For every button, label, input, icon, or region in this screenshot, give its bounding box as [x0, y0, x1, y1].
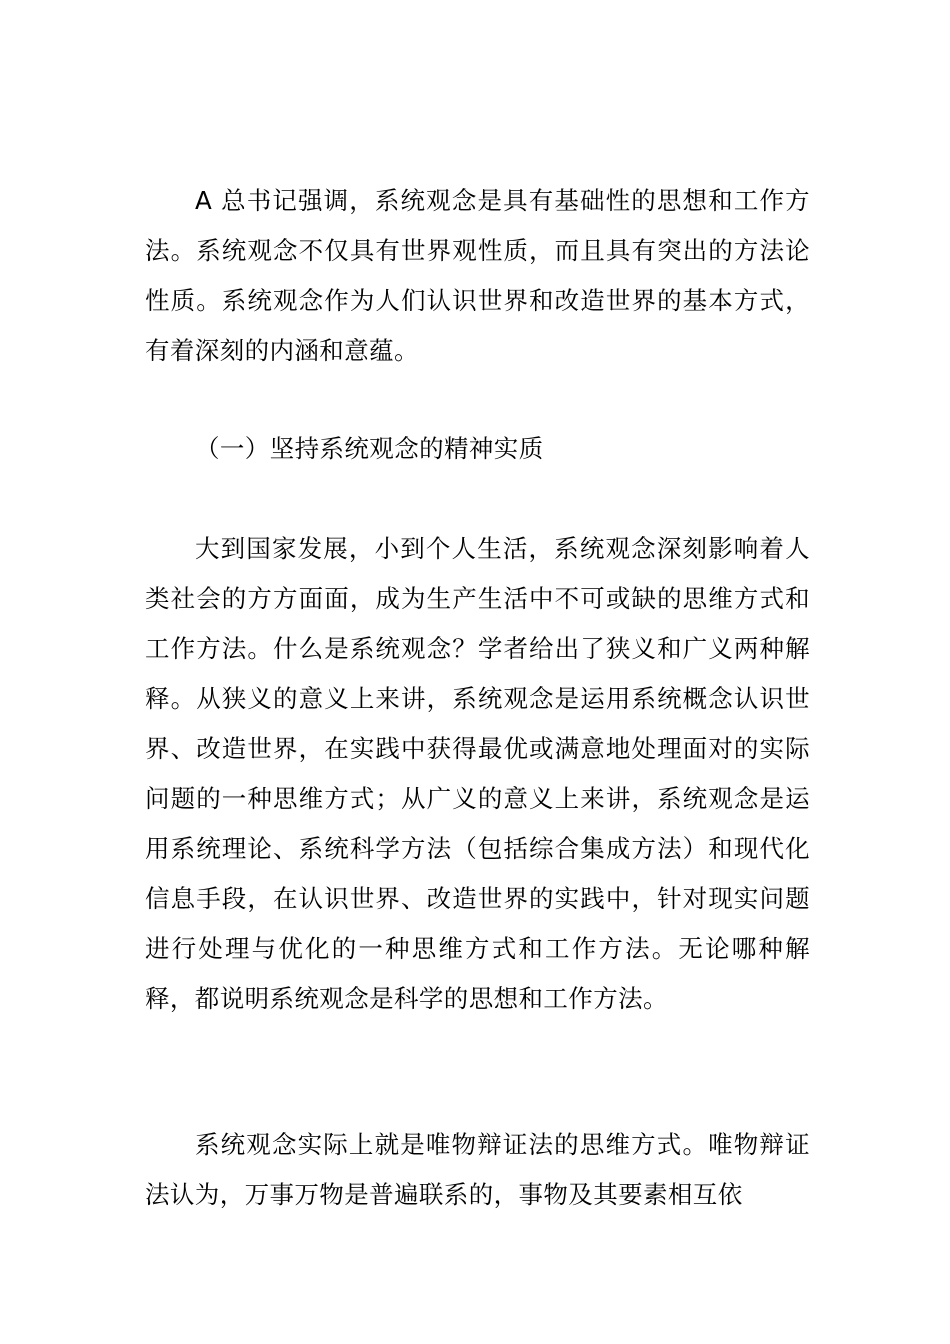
section-heading-block [145, 424, 810, 474]
intro-paragraph-block [145, 176, 810, 376]
definition-paragraph-block [145, 524, 810, 1024]
section-heading: （一）坚持系统观念的精神实质 [195, 434, 544, 463]
definition-paragraph: 大到国家发展，小到个人生活，系统观念深刻影响着人类社会的方方面面，成为生产生活中不可或缺的思维方式和工作方法。什么是系统观念？学者给出了狭义和广义两种解释。从狭义的意义上来讲，系统观念是运用系统概念认识世界、改造世界，在实践中获得最优或满意地处理面对的实际问题的一种思维方式；从广义的意义上来讲，系统观念是运用系统理论、系统科学方法（包括综合集成方法）和现代化信息手段，在认识世界、改造世界的实践中，针对现实问题进行处理与优化的一种思维方式和工作方法。无论哪种解释，都说明系统观念是科学的思想和工作方法。 [145, 534, 810, 1013]
dialectics-paragraph-block [145, 1120, 810, 1220]
intro-paragraph: A 总书记强调，系统观念是具有基础性的思想和工作方法。系统观念不仅具有世界观性质，而且具有突出的方法论性质。系统观念作为人们认识世界和改造世界的基本方式，有着深刻的内涵和意蕴。 [145, 186, 810, 365]
dialectics-paragraph: 系统观念实际上就是唯物辩证法的思维方式。唯物辩证法认为，万事万物是普遍联系的，事物及其要素相互依 [145, 1130, 810, 1209]
